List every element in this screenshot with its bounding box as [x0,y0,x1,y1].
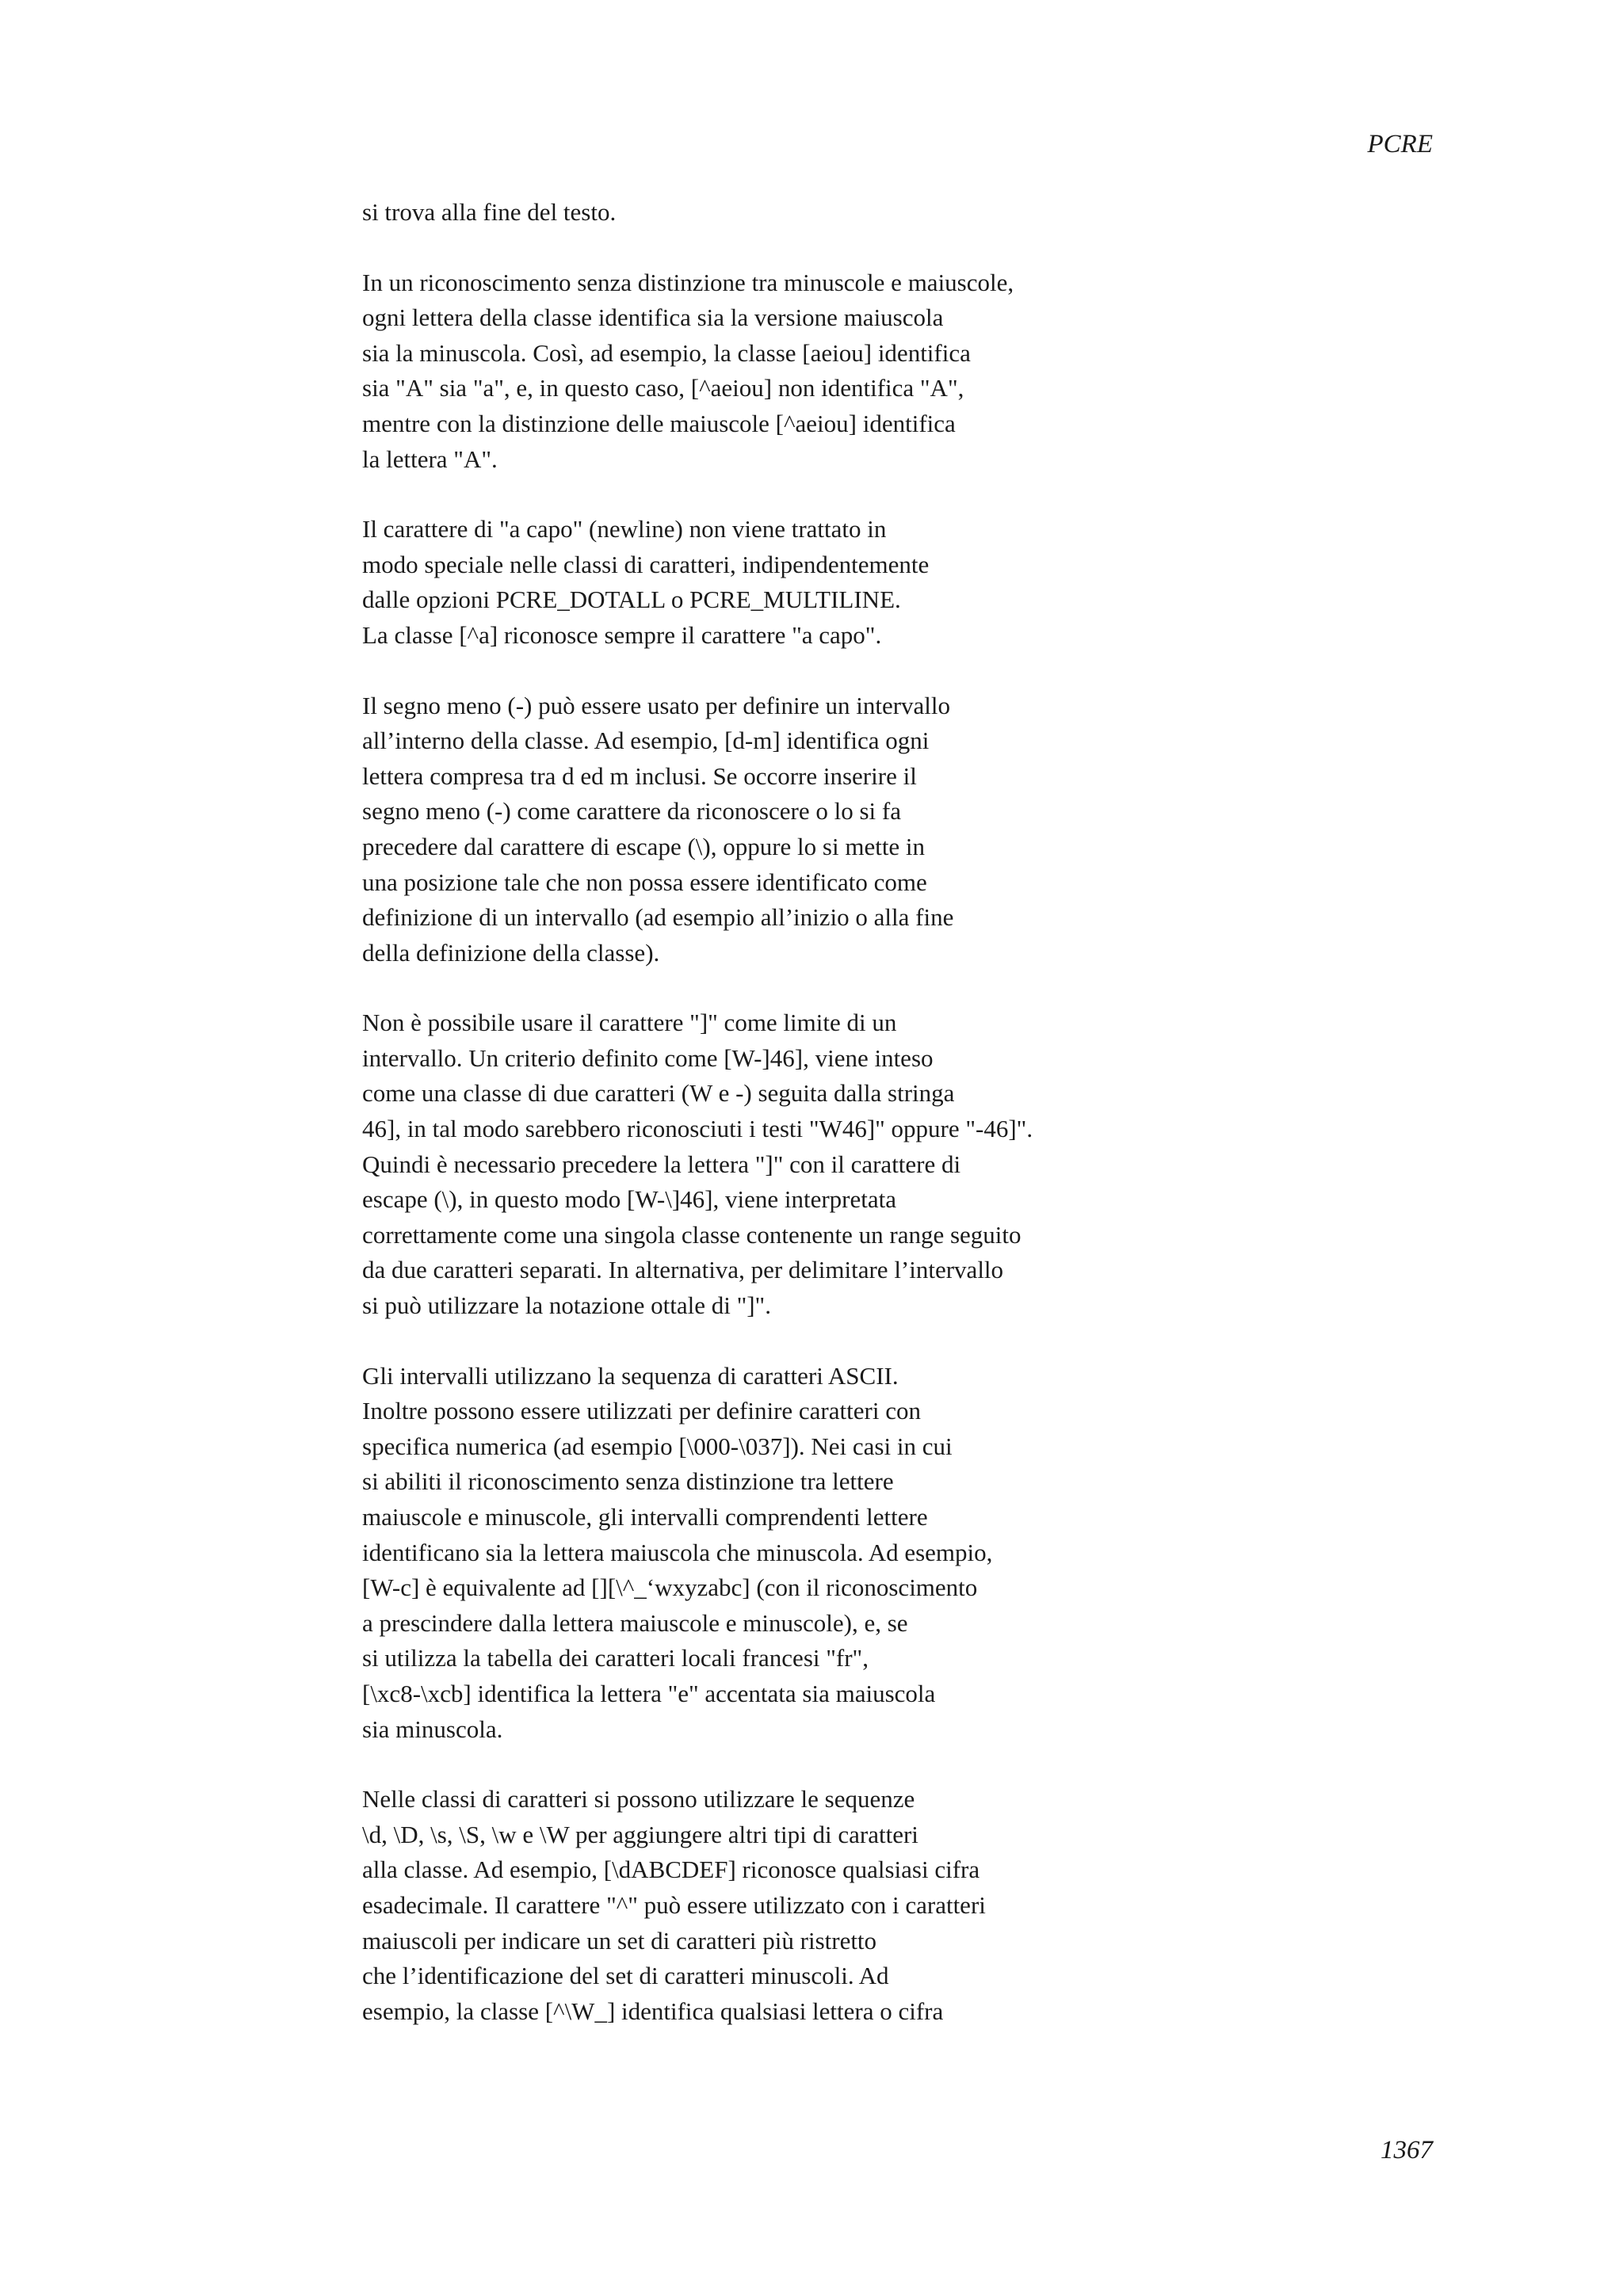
paragraph-4 [362,688,1345,971]
text-line: Il carattere di "a capo" (newline) non viene trattato in [362,515,887,543]
paragraph-3 [362,512,1345,653]
text-line: che l’identificazione del set di caratteri minuscoli. Ad [362,1962,889,1990]
text-line: 46], in tal modo sarebbero riconosciuti i testi "W46]" oppure "-46]". [362,1115,1033,1143]
text-line: Nelle classi di caratteri si possono utilizzare le sequenze [362,1785,915,1814]
text-line: lettera compresa tra d ed m inclusi. Se occorre inserire il [362,761,917,790]
paragraph-2 [362,265,1345,478]
text-line: escape (\), in questo modo [W-\]46], viene interpretata [362,1185,896,1214]
text-line: a prescindere dalla lettera maiuscole e minuscole), e, se [362,1608,908,1637]
text-line: una posizione tale che non possa essere identificato come [362,868,927,896]
text-line: In un riconoscimento senza distinzione tra minuscole e maiuscole, [362,268,1014,296]
text-line: La classe [^a] riconosce sempre il carattere "a capo". [362,620,882,649]
text-line: esadecimale. Il carattere "^" può essere utilizzato con i caratteri [362,1890,986,1919]
text-line: si trova alla fine del testo. [362,198,617,226]
text-line: precedere dal carattere di escape (\), oppure lo si mette in [362,832,926,860]
paragraph-7 [362,1782,1345,2029]
text-line: dalle opzioni PCRE_DOTALL o PCRE_MULTILINE. [362,585,901,614]
text-line: si abiliti il riconoscimento senza distinzione tra lettere [362,1467,894,1496]
paragraph-6 [362,1359,1345,1748]
body-text [362,195,1345,2029]
text-line: segno meno (-) come carattere da riconoscere o lo si fa [362,797,901,826]
text-line: intervallo. Un criterio definito come [W-]46], viene inteso [362,1043,934,1072]
text-line: da due caratteri separati. In alternativa, per delimitare l’intervallo [362,1256,1004,1284]
text-line: all’interno della classe. Ad esempio, [d-m] identifica ogni [362,727,930,755]
text-line: si utilizza la tabella dei caratteri locali francesi "fr", [362,1644,869,1672]
running-header: PCRE [1367,130,1433,158]
text-line: Quindi è necessario precedere la lettera "]" con il carattere di [362,1150,961,1178]
text-line: Gli intervalli utilizzano la sequenza di caratteri ASCII. [362,1361,899,1390]
text-line: alla classe. Ad esempio, [\dABCDEF] riconosce qualsiasi cifra [362,1855,980,1884]
text-line: la lettera "A". [362,444,498,473]
text-line: mentre con la distinzione delle maiuscole [^aeiou] identifica [362,409,956,437]
text-line: maiuscoli per indicare un set di caratteri più ristretto [362,1926,877,1955]
text-line: ogni lettera della classe identifica sia la versione maiuscola [362,303,944,332]
page-number: 1367 [1381,2136,1433,2164]
text-line: [\xc8-\xcb] identifica la lettera "e" accentata sia maiuscola [362,1679,936,1707]
text-line: esempio, la classe [^\W_] identifica qualsiasi lettera o cifra [362,1997,944,2025]
text-line: modo speciale nelle classi di caratteri, indipendentemente [362,550,930,578]
text-line: si può utilizzare la notazione ottale di "]". [362,1291,771,1320]
paragraph-1 [362,195,1345,231]
text-line: Inoltre possono essere utilizzati per definire caratteri con [362,1397,921,1425]
text-line: \d, \D, \s, \S, \w e \W per aggiungere altri tipi di caratteri [362,1820,918,1848]
text-line: Non è possibile usare il carattere "]" come limite di un [362,1009,897,1037]
text-line: Il segno meno (-) può essere usato per definire un intervallo [362,691,951,719]
text-line: definizione di un intervallo (ad esempio all’inizio o alla fine [362,903,954,932]
text-line: correttamente come una singola classe contenente un range seguito [362,1220,1022,1249]
text-line: sia "A" sia "a", e, in questo caso, [^aeiou] non identifica "A", [362,374,964,402]
text-line: della definizione della classe). [362,938,660,967]
text-line: sia minuscola. [362,1714,503,1743]
text-line: specifica numerica (ad esempio [\000-\037]). Nei casi in cui [362,1432,953,1460]
text-line: [W-c] è equivalente ad [][\^_‘wxyzabc] (con il riconoscimento [362,1573,978,1602]
text-line: identificano sia la lettera maiuscola che minuscola. Ad esempio, [362,1538,993,1566]
text-line: come una classe di due caratteri (W e -) seguita dalla stringa [362,1079,955,1108]
text-line: sia la minuscola. Così, ad esempio, la classe [aeiou] identifica [362,338,971,367]
text-line: maiuscole e minuscole, gli intervalli comprendenti lettere [362,1503,928,1531]
paragraph-5 [362,1005,1345,1323]
